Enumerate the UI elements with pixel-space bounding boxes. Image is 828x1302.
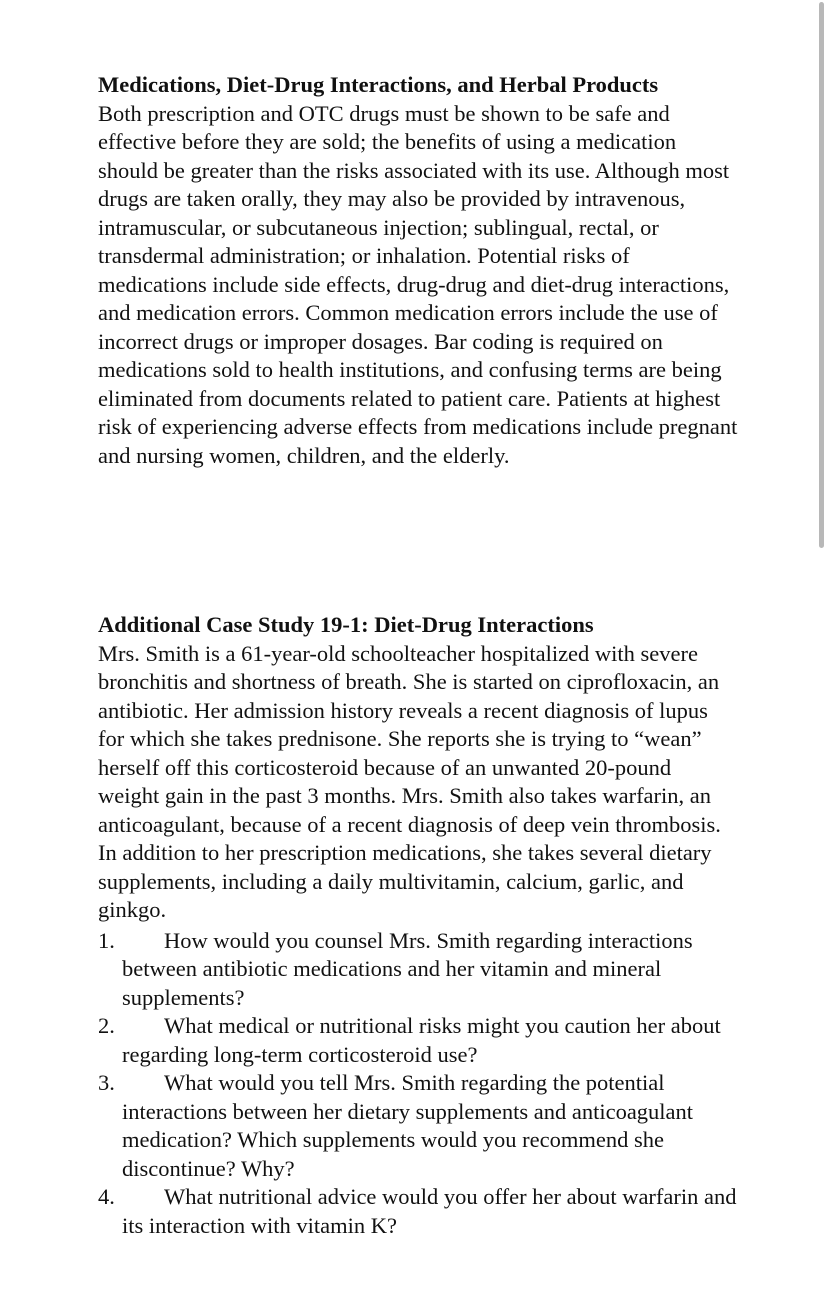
question-number: 4.	[98, 1184, 115, 1209]
section-title: Medications, Diet-Drug Interactions, and Herbal Products	[98, 72, 659, 97]
question-number: 3.	[98, 1070, 115, 1095]
question-list	[98, 927, 738, 1241]
question-number: 1.	[98, 927, 115, 953]
question-text: How would you counsel Mrs. Smith regarding interactions between antibiotic medications and her vitamin and mineral supplements?	[122, 927, 693, 1010]
case-study-title: Additional Case Study 19-1: Diet-Drug Interactions	[98, 612, 594, 637]
question-text: What nutritional advice would you offer her about warfarin and its interaction with vitamin K?	[122, 1184, 737, 1238]
question-text: What would you tell Mrs. Smith regarding the potential interactions between her dietary supplements and anticoagulant medication? Which supplements would you recommend she discontinue? Why?	[122, 1070, 694, 1181]
case-study-paragraph: Mrs. Smith is a 61-year-old schoolteacher hospitalized with severe bronchitis and shortness of breath. She is started on ciprofloxacin, an antibiotic. Her admission history reveals a recent diagnosis of lupus for which she takes prednisone. She reports she is trying to “wean” herself off this corticosteroid because of an unwanted 20-pound weight gain in the past 3 months. Mrs. Smith also takes warfarin, an anticoagulant, because of a recent diagnosis of deep vein thrombosis. In addition to her prescription medications, she takes several dietary supplements, including a daily multivitamin, calcium, garlic, and ginkgo.	[98, 640, 721, 922]
question-text: What medical or nutritional risks might you caution her about regarding long-term corticosteroid use?	[122, 1013, 721, 1067]
question-number: 2.	[98, 1013, 115, 1038]
section-case-study	[98, 611, 738, 1240]
question-item	[98, 1069, 738, 1183]
scrollbar[interactable]	[818, 0, 828, 1302]
section-medications	[98, 71, 738, 470]
section-paragraph: Both prescription and OTC drugs must be shown to be safe and effective before they are sold; the benefits of using a medication should be greater than the risks associated with its use. Although most drugs are taken orally, they may also be provided by intravenous, intramuscular, or subcutaneous injection; sublingual, rectal, or transdermal administration; or inhalation. Potential risks of medications include side effects, drug-drug and diet-drug interactions, and medication errors. Common medication errors include the use of incorrect drugs or improper dosages. Bar coding is required on medications sold to health institutions, and confusing terms are being eliminated from documents related to patient care. Patients at highest risk of experiencing adverse effects from medications include pregnant and nursing women, children, and the elderly.	[98, 100, 738, 468]
question-item	[98, 1012, 738, 1069]
question-item	[98, 927, 738, 1013]
scrollbar-thumb[interactable]	[819, 2, 824, 548]
question-item	[98, 1183, 738, 1240]
